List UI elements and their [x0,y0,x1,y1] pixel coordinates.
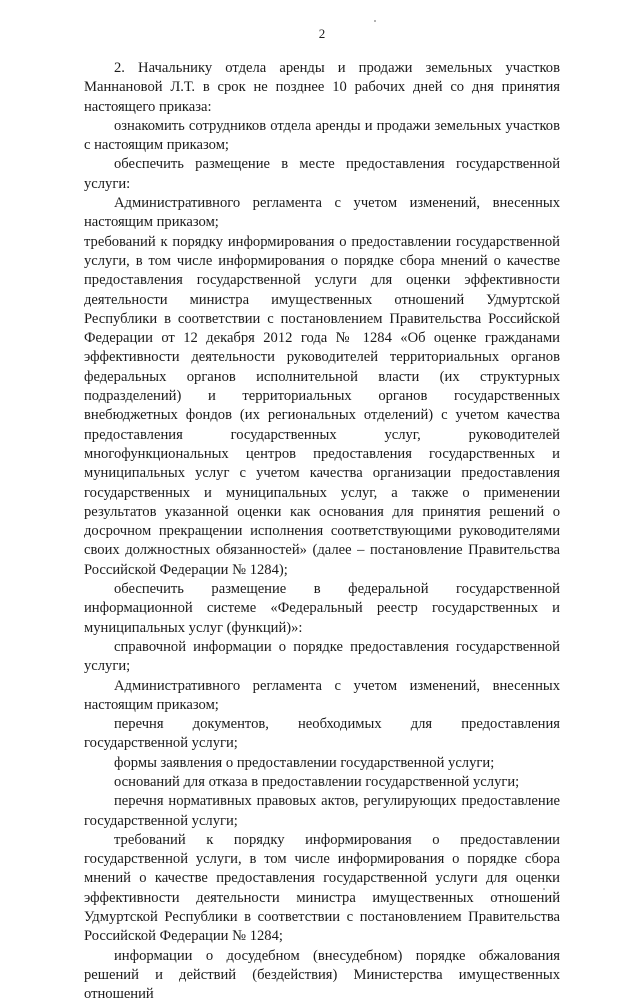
page-number: 2 [318,26,326,41]
paragraph: ознакомить сотрудников отдела аренды и продажи земельных участков с настоящим приказом; [84,117,560,154]
scan-speck [543,888,545,890]
document-body [84,59,560,1005]
paragraph: перечня документов, необходимых для предоставления государственной услуги; [84,716,560,752]
paragraph: справочной информации о порядке предоставления государственной услуги; [84,638,560,675]
paragraph: Административного регламента с учетом изменений, внесенных настоящим приказом; [84,195,560,231]
paragraph: обеспечить размещение в федеральной государственной информационной системе «Федеральный реестр государственных и муниципальных услуг (функций)»: [84,581,560,636]
paragraph: формы заявления о предоставлении государственной услуги; [114,754,495,771]
paragraph: обеспечить размещение в месте предоставления государственной услуги: [84,156,560,192]
paragraph: 2. Начальнику отдела аренды и продажи земельных участков Маннановой Л.Т. в срок не позднее 10 рабочих дней со дня принятия настоящего приказа: [84,60,560,115]
paragraph: требований к порядку информирования о предоставлении государственной услуги, в том числе информирования о порядке сбора мнений о качестве предоставления государственной услуги для оценки эффективности деятельности министра имущественных отношений Удмуртской Республики в соответствии с постановлением Правительства Российской Федерации № 1284; [84,831,560,945]
paragraph: оснований для отказа в предоставлении государственной услуги; [114,773,520,790]
paragraph: требований к порядку информирования о предоставлении государственной услуги, в том числе информирования о порядке сбора мнений о качестве предоставления государственной услуги для оценки эффективности деятельности министра имущественных отношений Удмуртской Республики в соответствии с постановлением Правительства Российской Федерации от 12 декабря 2012 года № 1284 «Об оценке гражданами эффективности деятельности руководителей территориальных органов федеральных органов исполнительной власти (их структурных подразделений) и территориальных органов государственных внебюджетных фондов (их региональных отделений) с учетом качества предоставления государственных услуг, руководителей многофункциональных центров предоставления государственных и муниципальных услуг с учетом качества организации предоставления государственных и муниципальных услуг, а также о применении результатов указанной оценки как основания для принятия решений о досрочном прекращении исполнения соответствующими руководителями своих должностных обязанностей» (далее – постановление Правительства Российской Федерации № 1284); [84,233,560,578]
scan-speck [374,20,376,22]
paragraph: Административного регламента с учетом изменений, внесенных настоящим приказом; [84,677,560,713]
paragraph: перечня нормативных правовых актов, регулирующих предоставление государственной услуги; [84,793,560,829]
paragraph: информации о досудебном (внесудебном) порядке обжалования решений и действий (бездействия) Министерства имущественных отношений [84,947,560,1003]
